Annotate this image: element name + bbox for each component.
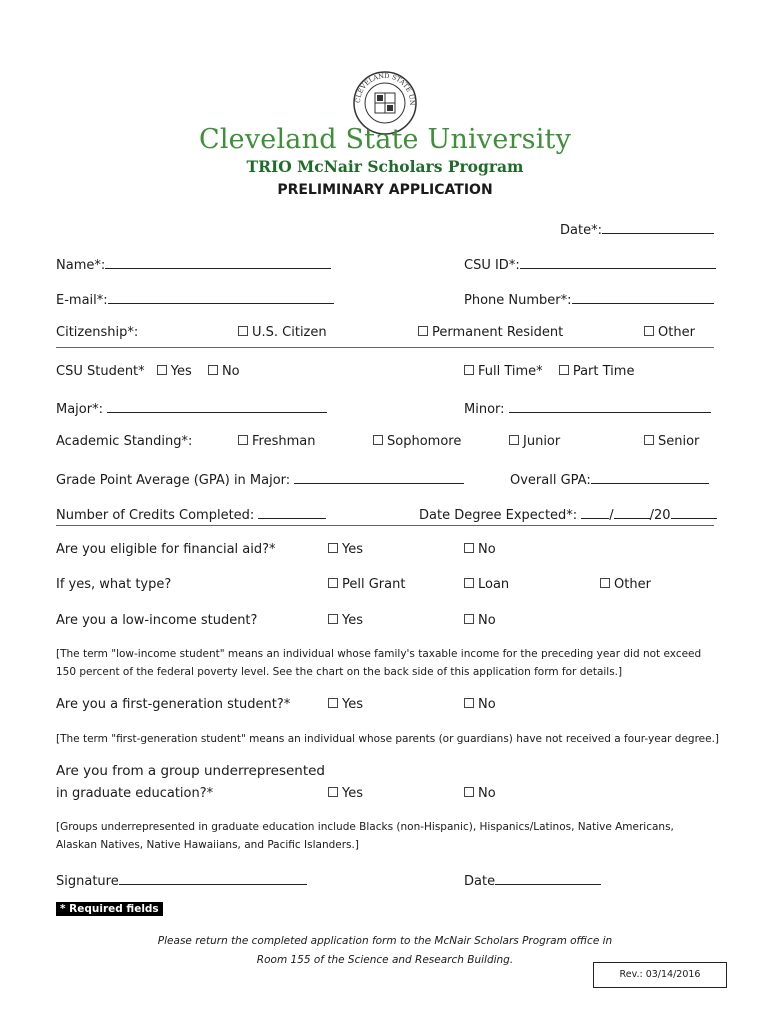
option-label: Yes xyxy=(342,613,363,628)
checkbox-icon[interactable] xyxy=(208,365,218,375)
option-label: No xyxy=(478,542,496,557)
degree-year-line[interactable] xyxy=(671,504,717,519)
checkbox-icon[interactable] xyxy=(328,543,338,553)
low-income-no[interactable] xyxy=(464,613,496,628)
csu-student-row xyxy=(56,364,240,379)
checkbox-icon[interactable] xyxy=(464,365,474,375)
credits-field[interactable] xyxy=(56,504,326,523)
option-label: No xyxy=(478,697,496,712)
email-label: E-mail*: xyxy=(56,293,108,308)
program-name: TRIO McNair Scholars Program xyxy=(246,157,524,176)
gpa-major-line[interactable] xyxy=(294,469,464,484)
checkbox-icon[interactable] xyxy=(464,698,474,708)
gpa-major-label: Grade Point Average (GPA) in Major: xyxy=(56,473,291,488)
date-label: Date*: xyxy=(560,223,602,238)
checkbox-icon[interactable] xyxy=(464,614,474,624)
aid-type-pell[interactable] xyxy=(328,577,405,592)
citizenship-resident-option[interactable] xyxy=(418,325,563,340)
option-label: No xyxy=(478,613,496,628)
signature-line[interactable] xyxy=(119,870,307,885)
csu-student-no[interactable] xyxy=(208,364,240,379)
required-fields-badge: * Required fields xyxy=(56,902,163,916)
date-field[interactable] xyxy=(560,219,714,238)
form-title: PRELIMINARY APPLICATION xyxy=(277,182,493,198)
citizenship-label: Citizenship*: xyxy=(56,325,139,340)
citizenship-other-option[interactable] xyxy=(644,325,695,340)
checkbox-icon[interactable] xyxy=(644,435,654,445)
checkbox-icon[interactable] xyxy=(373,435,383,445)
checkbox-icon[interactable] xyxy=(238,435,248,445)
aid-type-question: If yes, what type? xyxy=(56,577,172,592)
part-time-option[interactable] xyxy=(559,364,635,379)
csu-student-label: CSU Student* xyxy=(56,364,145,379)
option-label: Loan xyxy=(478,577,510,592)
option-label: No xyxy=(478,786,496,801)
section-divider xyxy=(56,347,714,348)
standing-sophomore-option[interactable] xyxy=(373,434,461,449)
credits-label: Number of Credits Completed: xyxy=(56,508,255,523)
option-label: Pell Grant xyxy=(342,577,406,592)
csu-id-line[interactable] xyxy=(520,254,716,269)
degree-month-line[interactable] xyxy=(581,504,609,519)
checkbox-icon[interactable] xyxy=(328,578,338,588)
standing-senior-option[interactable] xyxy=(644,434,699,449)
checkbox-icon[interactable] xyxy=(328,614,338,624)
checkbox-icon[interactable] xyxy=(644,326,654,336)
signature-date-line[interactable] xyxy=(495,870,601,885)
signature-field[interactable] xyxy=(56,870,307,889)
underrep-question-line1: Are you from a group underrepresented xyxy=(56,763,326,779)
option-label: Yes xyxy=(342,542,363,557)
option-label: Senior xyxy=(658,434,700,449)
academic-standing-label: Academic Standing*: xyxy=(56,434,193,449)
citizenship-us-option[interactable] xyxy=(238,325,327,340)
email-field[interactable] xyxy=(56,289,334,308)
university-name: Cleveland State University xyxy=(198,124,572,155)
section-divider xyxy=(56,525,714,526)
name-field[interactable] xyxy=(56,254,331,273)
first-gen-note: [The term "first-generation student" means an individual whose parents (or guardians) have not received a four-year degree.] xyxy=(56,733,720,745)
date-separator: / xyxy=(609,508,614,523)
checkbox-icon[interactable] xyxy=(464,787,474,797)
gpa-major-field[interactable] xyxy=(56,469,464,488)
option-label: Yes xyxy=(342,697,363,712)
underrep-yes[interactable] xyxy=(328,786,363,801)
signature-date-label: Date xyxy=(464,874,496,889)
financial-aid-no[interactable] xyxy=(464,542,496,557)
first-gen-question: Are you a first-generation student?* xyxy=(56,697,291,712)
minor-line[interactable] xyxy=(509,398,711,413)
underrep-note: [Groups underrepresented in graduate education include Blacks (non-Hispanic), Hispanics/Latinos, Native Americans, Alaskan Natives, Native Hawaiians, and Pacific Islanders.] xyxy=(56,821,674,851)
first-gen-no[interactable] xyxy=(464,697,496,712)
phone-label: Phone Number*: xyxy=(464,293,572,308)
phone-field[interactable] xyxy=(464,289,714,308)
checkbox-icon[interactable] xyxy=(157,365,167,375)
csu-student-yes[interactable] xyxy=(157,364,192,379)
date-degree-label: Date Degree Expected*: xyxy=(419,508,578,523)
signature-label: Signature xyxy=(56,874,119,889)
low-income-note: [The term "low-income student" means an individual whose family's taxable income for the preceding year did not exceed 150 percent of the federal poverty level. See the chart on the back side of this application form for details.] xyxy=(56,648,702,678)
checkbox-icon[interactable] xyxy=(418,326,428,336)
option-label: Other xyxy=(658,325,695,340)
option-label: Yes xyxy=(342,786,363,801)
minor-label: Minor: xyxy=(464,402,505,417)
option-label: U.S. Citizen xyxy=(252,325,327,340)
date-degree-field[interactable] xyxy=(419,504,717,523)
option-label: No xyxy=(221,364,240,379)
option-label: Yes xyxy=(170,364,192,379)
name-label: Name*: xyxy=(56,258,106,273)
date-line[interactable] xyxy=(602,219,714,234)
option-label: Other xyxy=(614,577,651,592)
underrep-question-line2: in graduate education?* xyxy=(56,786,214,801)
return-instructions-line1: Please return the completed application form to the McNair Scholars Program office in xyxy=(157,935,613,947)
minor-field[interactable] xyxy=(464,398,711,417)
financial-aid-question: Are you eligible for financial aid?* xyxy=(56,542,276,557)
underrep-no[interactable] xyxy=(464,786,496,801)
standing-freshman-option[interactable] xyxy=(238,434,315,449)
option-label: Full Time* xyxy=(478,364,543,379)
checkbox-icon[interactable] xyxy=(464,543,474,553)
major-field[interactable] xyxy=(56,398,327,417)
checkbox-icon[interactable] xyxy=(238,326,248,336)
checkbox-icon[interactable] xyxy=(600,578,610,588)
option-label: Freshman xyxy=(252,434,316,449)
checkbox-icon[interactable] xyxy=(559,365,569,375)
option-label: Junior xyxy=(523,434,561,449)
major-line[interactable] xyxy=(107,398,327,413)
standing-junior-option[interactable] xyxy=(509,434,560,449)
option-label: Part Time xyxy=(572,364,635,379)
signature-date-field[interactable] xyxy=(464,870,601,889)
aid-type-other[interactable] xyxy=(600,577,651,592)
checkbox-icon[interactable] xyxy=(328,787,338,797)
full-time-option[interactable] xyxy=(464,364,543,379)
low-income-yes[interactable] xyxy=(328,613,363,628)
financial-aid-yes[interactable] xyxy=(328,542,363,557)
revision-box: Rev.: 03/14/2016 xyxy=(593,962,727,988)
first-gen-yes[interactable] xyxy=(328,697,363,712)
checkbox-icon[interactable] xyxy=(328,698,338,708)
degree-day-line[interactable] xyxy=(614,504,650,519)
csu-id-field[interactable] xyxy=(464,254,716,273)
overall-gpa-line[interactable] xyxy=(591,469,709,484)
major-label: Major*: xyxy=(56,402,103,417)
name-line[interactable] xyxy=(105,254,331,269)
enrollment-status-row xyxy=(464,364,634,379)
credits-line[interactable] xyxy=(258,504,326,519)
option-label: Permanent Resident xyxy=(432,325,564,340)
aid-type-loan[interactable] xyxy=(464,577,509,592)
email-line[interactable] xyxy=(108,289,334,304)
svg-text:CLEVELAND STATE UNIVERSITY 196 xyxy=(352,70,416,106)
checkbox-icon[interactable] xyxy=(464,578,474,588)
phone-line[interactable] xyxy=(572,289,714,304)
checkbox-icon[interactable] xyxy=(509,435,519,445)
overall-gpa-label: Overall GPA: xyxy=(510,473,591,488)
return-instructions-line2: Room 155 of the Science and Research Building. xyxy=(256,954,514,966)
csu-id-label: CSU ID*: xyxy=(464,258,520,273)
option-label: Sophomore xyxy=(387,434,462,449)
date-separator: /20 xyxy=(649,508,671,523)
overall-gpa-field[interactable] xyxy=(510,469,709,488)
seal-text: CLEVELAND STATE UN xyxy=(353,71,417,106)
low-income-question: Are you a low-income student? xyxy=(56,613,258,628)
